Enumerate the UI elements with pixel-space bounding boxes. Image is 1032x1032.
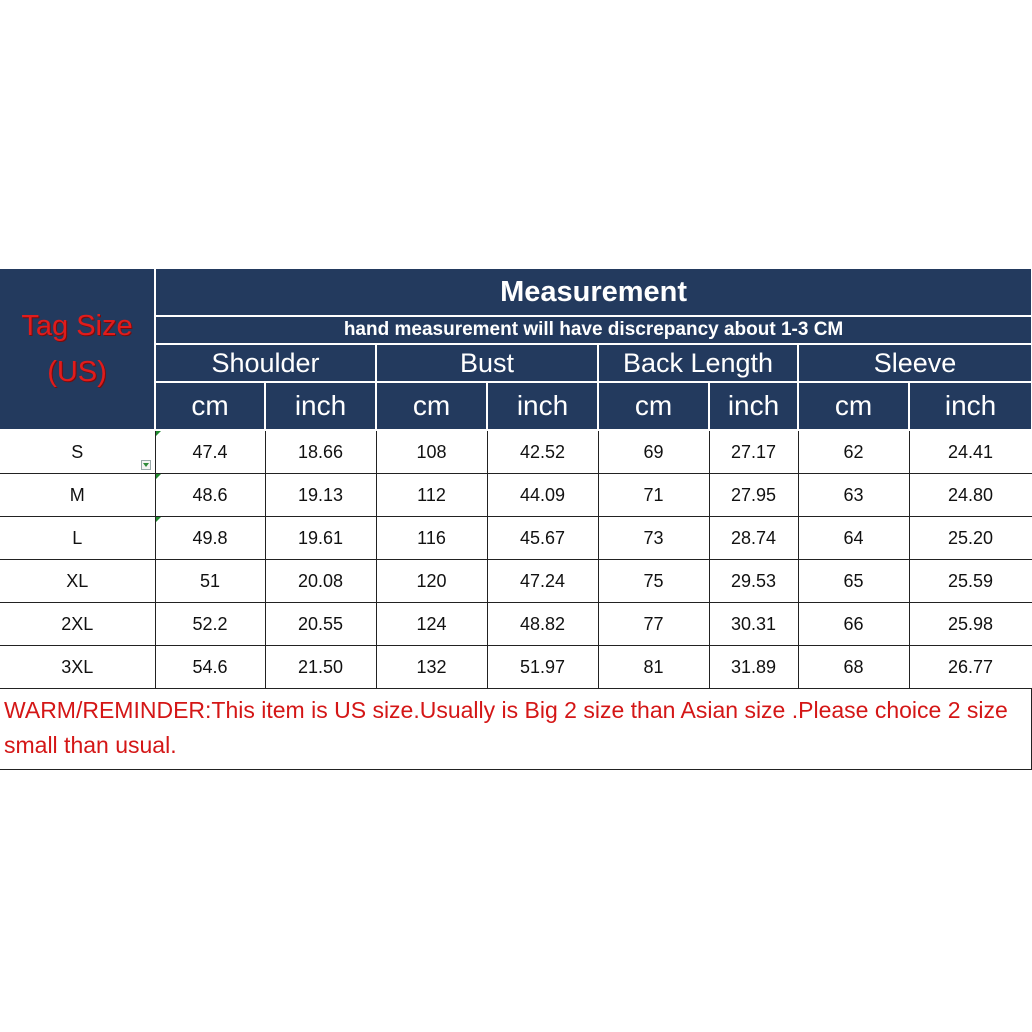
measurement-cell: 20.08	[265, 560, 376, 603]
measurement-cell: 112	[376, 474, 487, 517]
measurement-cell: 124	[376, 603, 487, 646]
size-chart	[0, 267, 1032, 770]
measurement-cell: 65	[798, 560, 909, 603]
size-label-cell: XL	[0, 560, 155, 603]
size-table	[0, 267, 1032, 689]
measurement-cell: 30.31	[709, 603, 798, 646]
unit-header-cm: cm	[598, 382, 709, 430]
size-label-cell: 3XL	[0, 646, 155, 689]
measurement-cell: 68	[798, 646, 909, 689]
group-header-bust: Bust	[376, 344, 598, 382]
measurement-cell: 31.89	[709, 646, 798, 689]
measurement-cell: 75	[598, 560, 709, 603]
measurement-cell: 28.74	[709, 517, 798, 560]
tag-size-header: Tag Size (US)	[0, 268, 155, 430]
measurement-cell: 54.6	[155, 646, 265, 689]
measurement-cell: 49.8	[155, 517, 265, 560]
measurement-cell: 69	[598, 430, 709, 474]
unit-header-inch: inch	[909, 382, 1032, 430]
unit-header-inch: inch	[709, 382, 798, 430]
measurement-cell: 132	[376, 646, 487, 689]
cell-note-icon	[156, 431, 161, 436]
group-header-shoulder: Shoulder	[155, 344, 376, 382]
measurement-cell: 19.13	[265, 474, 376, 517]
size-label-cell: M	[0, 474, 155, 517]
unit-header-inch: inch	[487, 382, 598, 430]
measurement-cell: 66	[798, 603, 909, 646]
measurement-cell: 26.77	[909, 646, 1032, 689]
dropdown-marker-icon	[141, 460, 151, 470]
cell-note-icon	[156, 517, 161, 522]
measurement-cell: 51	[155, 560, 265, 603]
measurement-cell: 27.17	[709, 430, 798, 474]
cell-note-icon	[156, 474, 161, 479]
unit-header-cm: cm	[376, 382, 487, 430]
unit-header-inch: inch	[265, 382, 376, 430]
table-row	[0, 646, 1032, 689]
measurement-cell: 71	[598, 474, 709, 517]
measurement-cell: 27.95	[709, 474, 798, 517]
measurement-subtitle: hand measurement will have discrepancy about 1-3 CM	[155, 316, 1032, 344]
measurement-cell: 73	[598, 517, 709, 560]
measurement-cell: 120	[376, 560, 487, 603]
measurement-cell: 29.53	[709, 560, 798, 603]
measurement-cell: 25.98	[909, 603, 1032, 646]
group-header-sleeve: Sleeve	[798, 344, 1032, 382]
measurement-cell: 48.82	[487, 603, 598, 646]
unit-header-cm: cm	[155, 382, 265, 430]
measurement-cell: 47.4	[155, 430, 265, 474]
measurement-cell: 19.61	[265, 517, 376, 560]
measurement-cell: 42.52	[487, 430, 598, 474]
unit-header-cm: cm	[798, 382, 909, 430]
measurement-cell: 81	[598, 646, 709, 689]
size-label-cell: L	[0, 517, 155, 560]
measurement-cell: 77	[598, 603, 709, 646]
measurement-cell: 47.24	[487, 560, 598, 603]
measurement-cell: 116	[376, 517, 487, 560]
measurement-cell: 24.41	[909, 430, 1032, 474]
size-label-cell: 2XL	[0, 603, 155, 646]
measurement-cell: 51.97	[487, 646, 598, 689]
measurement-title: Measurement	[155, 268, 1032, 316]
table-row	[0, 603, 1032, 646]
table-row	[0, 430, 1032, 474]
measurement-cell: 25.59	[909, 560, 1032, 603]
table-row	[0, 474, 1032, 517]
measurement-cell: 21.50	[265, 646, 376, 689]
measurement-cell: 45.67	[487, 517, 598, 560]
measurement-cell: 52.2	[155, 603, 265, 646]
reminder-note: WARM/REMINDER:This item is US size.Usually is Big 2 size than Asian size .Please choice 2 size small than usual.	[0, 689, 1032, 770]
measurement-cell: 64	[798, 517, 909, 560]
measurement-cell: 24.80	[909, 474, 1032, 517]
measurement-cell: 18.66	[265, 430, 376, 474]
measurement-cell: 20.55	[265, 603, 376, 646]
group-header-back-length: Back Length	[598, 344, 798, 382]
measurement-cell: 48.6	[155, 474, 265, 517]
measurement-cell: 108	[376, 430, 487, 474]
measurement-cell: 44.09	[487, 474, 598, 517]
size-label-cell: S	[0, 430, 155, 474]
measurement-cell: 25.20	[909, 517, 1032, 560]
table-row	[0, 517, 1032, 560]
measurement-cell: 62	[798, 430, 909, 474]
measurement-cell: 63	[798, 474, 909, 517]
table-row	[0, 560, 1032, 603]
